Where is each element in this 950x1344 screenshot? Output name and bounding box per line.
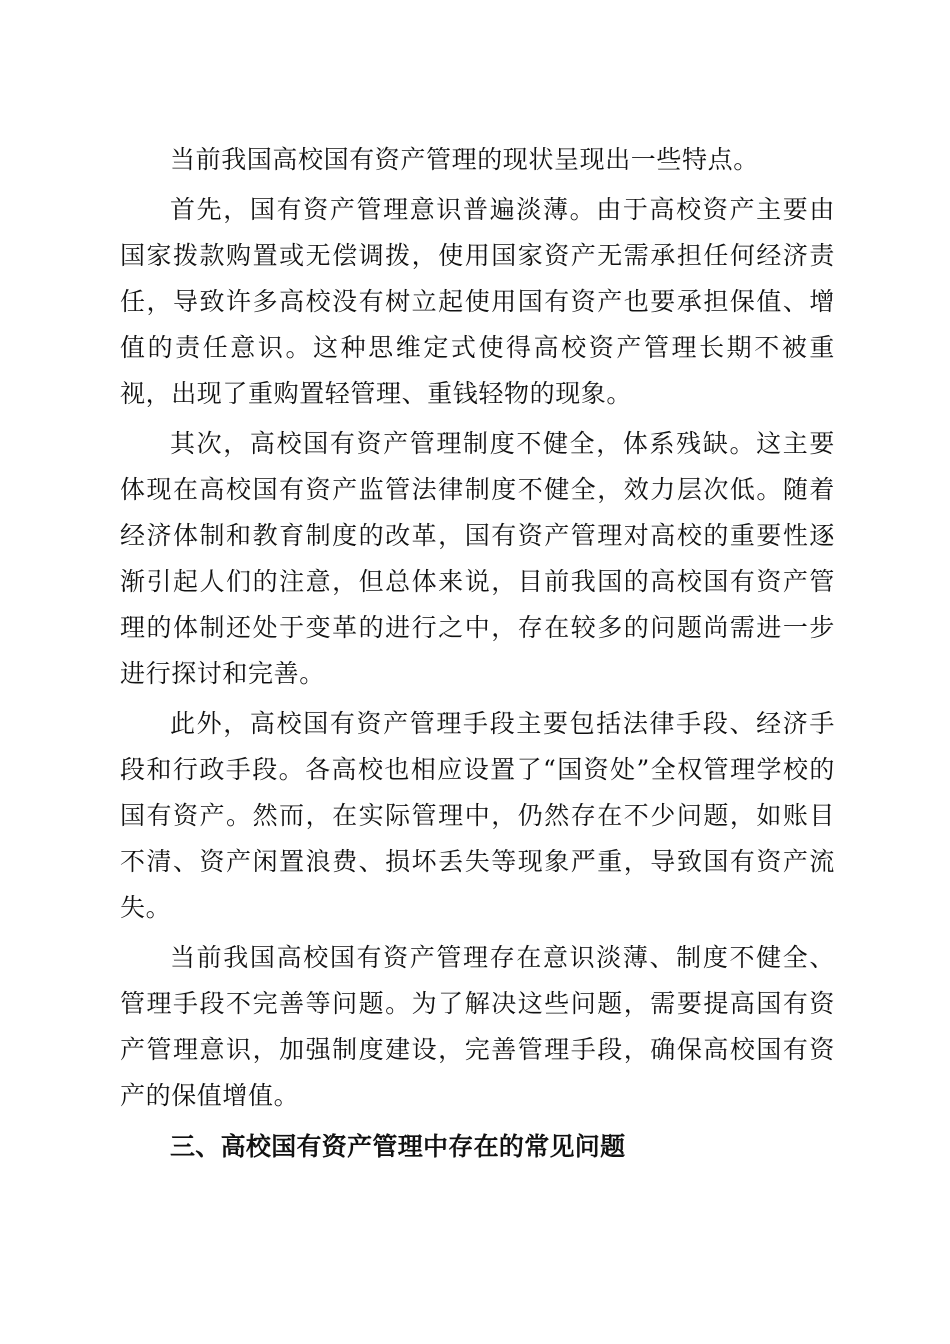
section-heading: 三、高校国有资产管理中存在的常见问题 [170,1132,626,1161]
paragraph-system: 其次，高校国有资产管理制度不健全，体系残缺。这主要体现在高校国有资产监管法律制度不健全，效力层次低。随着经济体制和教育制度的改革，国有资产管理对高校的重要性逐渐引起人们的注意，但总体来说，目前我国的高校国有资产管理的体制还处于变革的进行之中，存在较多的问题尚需进一步进行探讨和完善。 [120,429,835,688]
paragraph-awareness: 首先，国有资产管理意识普遍淡薄。由于高校资产主要由国家拨款购置或无偿调拨，使用国家资产无需承担任何经济责任，导致许多高校没有树立起使用国有资产也要承担保值、增值的责任意识。这种思维定式使得高校资产管理长期不被重视，出现了重购置轻管理、重钱轻物的现象。 [120,195,835,408]
paragraph-intro: 当前我国高校国有资产管理的现状呈现出一些特点。 [170,145,759,174]
paragraph-summary: 当前我国高校国有资产管理存在意识淡薄、制度不健全、管理手段不完善等问题。为了解决这些问题，需要提高国有资产管理意识，加强制度建设，完善管理手段，确保高校国有资产的保值增值。 [120,943,835,1110]
document-body [120,137,835,1171]
paragraph-means: 此外，高校国有资产管理手段主要包括法律手段、经济手段和行政手段。各高校也相应设置了“国资处”全权管理学校的国有资产。然而，在实际管理中，仍然存在不少问题，如账目不清、资产闲置浪费、损坏丢失等现象严重，导致国有资产流失。 [120,709,835,922]
